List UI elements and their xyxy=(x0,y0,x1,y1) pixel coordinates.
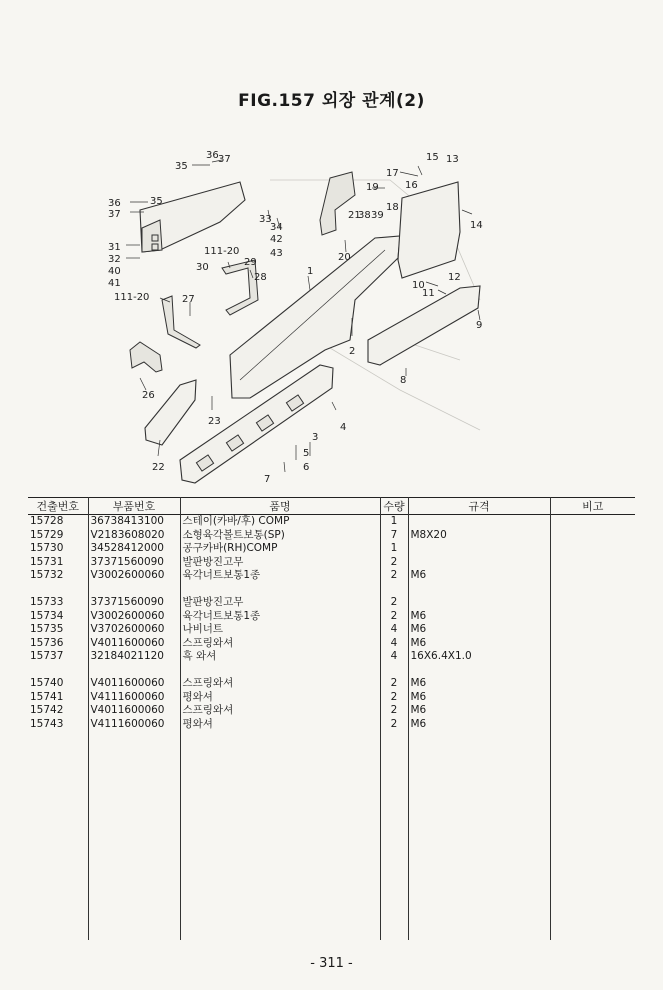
figure-title: FIG.157 외장 관계(2) xyxy=(238,91,425,111)
quantity-cell: 2 xyxy=(380,718,408,732)
exploded-parts-diagram xyxy=(100,140,500,490)
quantity-cell: 2 xyxy=(380,569,408,583)
spacer-row xyxy=(28,583,635,597)
part-no-cell: V4111600060 xyxy=(88,691,180,705)
remarks-cell xyxy=(550,596,635,610)
callout-label: 28 xyxy=(254,272,267,283)
spec-cell xyxy=(408,542,550,556)
item-no-cell: 15740 xyxy=(30,677,64,690)
spec-cell: M6 xyxy=(408,623,550,637)
callout-label: 38 xyxy=(358,210,371,221)
quantity-cell: 2 xyxy=(380,610,408,624)
part-name-cell: 스테이(카바/후) COMP xyxy=(180,515,380,529)
parts-list xyxy=(28,497,635,940)
table-row xyxy=(28,650,635,664)
quantity-cell: 4 xyxy=(380,650,408,664)
quantity-cell: 2 xyxy=(380,704,408,718)
quantity-cell: 2 xyxy=(380,677,408,691)
spacer-row xyxy=(28,664,635,678)
part-name-cell: 발판방진고무 xyxy=(180,596,380,610)
header-quantity: 수량 xyxy=(380,498,408,515)
spec-cell: M6 xyxy=(408,637,550,651)
part-name-cell: 스프링와셔 xyxy=(180,637,380,651)
table-row xyxy=(28,718,635,732)
remarks-cell xyxy=(550,637,635,651)
callout-label: 5 xyxy=(303,448,310,459)
table-row xyxy=(28,569,635,583)
page-number: - 311 - xyxy=(310,956,353,971)
item-no-cell: 15737 xyxy=(30,650,64,663)
quantity-cell: 2 xyxy=(380,596,408,610)
callout-label: 31 xyxy=(108,242,121,253)
callout-label: 26 xyxy=(142,390,155,401)
header-remarks: 비고 xyxy=(550,498,635,515)
callout-label: 9 xyxy=(476,320,483,331)
spec-cell: M6 xyxy=(408,610,550,624)
remarks-cell xyxy=(550,704,635,718)
part-no-cell: V4011600060 xyxy=(88,704,180,718)
part-no-cell: V4111600060 xyxy=(88,718,180,732)
item-no-cell: 15734 xyxy=(30,609,64,622)
item-no-cell: 15736 xyxy=(30,636,64,649)
part-name-cell: 소형육각볼트보통(SP) xyxy=(180,529,380,543)
remarks-cell xyxy=(550,569,635,583)
part-no-cell: 36738413100 xyxy=(88,515,180,529)
remarks-cell xyxy=(550,650,635,664)
quantity-cell: 2 xyxy=(380,556,408,570)
callout-label: 17 xyxy=(386,168,399,179)
remarks-cell xyxy=(550,718,635,732)
callout-label: 18 xyxy=(386,202,399,213)
item-no-cell: 15728 xyxy=(30,515,64,528)
callout-label: 11 xyxy=(422,288,435,299)
item-no-cell: 15730 xyxy=(30,542,64,555)
table-row xyxy=(28,596,635,610)
item-no-cell: 15731 xyxy=(30,555,64,568)
callout-label: 32 xyxy=(108,254,121,265)
spec-cell xyxy=(408,515,550,529)
part-no-cell: 37371560090 xyxy=(88,596,180,610)
callout-label: 27 xyxy=(182,294,195,305)
header-part-name: 품명 xyxy=(180,498,380,515)
quantity-cell: 1 xyxy=(380,515,408,529)
callout-label: 10 xyxy=(412,280,425,291)
part-no-cell: V4011600060 xyxy=(88,677,180,691)
callout-label: 37 xyxy=(108,209,121,220)
callout-label: 12 xyxy=(448,272,461,283)
spec-cell: M6 xyxy=(408,718,550,732)
spec-cell: M6 xyxy=(408,677,550,691)
callout-label: 7 xyxy=(264,474,271,485)
table-row xyxy=(28,637,635,651)
callout-label: 35 xyxy=(150,196,163,207)
table-row xyxy=(28,691,635,705)
quantity-cell: 7 xyxy=(380,529,408,543)
callout-label: 4 xyxy=(340,422,347,433)
item-no-cell: 15742 xyxy=(30,704,64,717)
callout-label: 111-20 xyxy=(114,292,150,303)
callout-label: 33 xyxy=(259,214,272,225)
item-no-cell: 15733 xyxy=(30,596,64,609)
table-row xyxy=(28,704,635,718)
callout-label: 111-20 xyxy=(204,246,240,257)
remarks-cell xyxy=(550,610,635,624)
part-name-cell: 스프링와셔 xyxy=(180,677,380,691)
callout-label: 8 xyxy=(400,375,407,386)
part-name-cell: 육각너트보통1종 xyxy=(180,610,380,624)
table-row xyxy=(28,677,635,691)
item-no-cell: 15743 xyxy=(30,717,64,730)
callout-label: 1 xyxy=(307,266,314,277)
callout-label: 35 xyxy=(175,161,188,172)
quantity-cell: 2 xyxy=(380,691,408,705)
table-row xyxy=(28,529,635,543)
table-header-row xyxy=(28,498,635,515)
callout-label: 29 xyxy=(244,257,257,268)
header-item-no: 건출번호 xyxy=(28,498,88,515)
item-no-cell: 15729 xyxy=(30,528,64,541)
part-no-cell: V2183608020 xyxy=(88,529,180,543)
table-body xyxy=(28,515,635,732)
callout-label: 41 xyxy=(108,278,121,289)
part-name-cell: 평와셔 xyxy=(180,718,380,732)
item-no-cell: 15741 xyxy=(30,690,64,703)
callout-label: 43 xyxy=(270,248,283,259)
part-no-cell: V4011600060 xyxy=(88,637,180,651)
part-no-cell: V3702600060 xyxy=(88,623,180,637)
part-name-cell: 발판방진고무 xyxy=(180,556,380,570)
part-name-cell: 평와셔 xyxy=(180,691,380,705)
header-spec: 규격 xyxy=(408,498,550,515)
part-no-cell: V3002600060 xyxy=(88,569,180,583)
quantity-cell: 1 xyxy=(380,542,408,556)
callout-label: 16 xyxy=(405,180,418,191)
quantity-cell: 4 xyxy=(380,623,408,637)
spec-cell: 16X6.4X1.0 xyxy=(408,650,550,664)
callout-label: 34 xyxy=(270,222,283,233)
spec-cell xyxy=(408,596,550,610)
callout-label: 3 xyxy=(312,432,319,443)
part-no-cell: 32184021120 xyxy=(88,650,180,664)
remarks-cell xyxy=(550,677,635,691)
callout-label: 21 xyxy=(348,210,361,221)
right-door-13 xyxy=(398,182,460,278)
callout-label: 13 xyxy=(446,154,459,165)
spec-cell: M6 xyxy=(408,569,550,583)
callout-label: 15 xyxy=(426,152,439,163)
callout-label: 39 xyxy=(371,210,384,221)
callout-label: 19 xyxy=(366,182,379,193)
callout-label: 40 xyxy=(108,266,121,277)
callout-label: 36 xyxy=(206,150,219,161)
part-no-cell: 37371560090 xyxy=(88,556,180,570)
callout-label: 42 xyxy=(270,234,283,245)
callout-label: 6 xyxy=(303,462,310,473)
header-part-no: 부품번호 xyxy=(88,498,180,515)
remarks-cell xyxy=(550,556,635,570)
callout-label: 14 xyxy=(470,220,483,231)
remarks-cell xyxy=(550,691,635,705)
quantity-cell: 4 xyxy=(380,637,408,651)
part-name-cell: 육각너트보통1종 xyxy=(180,569,380,583)
spec-cell: M6 xyxy=(408,691,550,705)
spec-cell xyxy=(408,556,550,570)
item-no-cell: 15735 xyxy=(30,623,64,636)
callout-label: 37 xyxy=(218,154,231,165)
remarks-cell xyxy=(550,542,635,556)
part-name-cell: 흑 와셔 xyxy=(180,650,380,664)
callout-label: 22 xyxy=(152,462,165,473)
item-no-cell: 15732 xyxy=(30,569,64,582)
part-no-cell: V3002600060 xyxy=(88,610,180,624)
table-row xyxy=(28,556,635,570)
callout-label: 36 xyxy=(108,198,121,209)
spec-cell: M8X20 xyxy=(408,529,550,543)
callout-label: 23 xyxy=(208,416,221,427)
callout-label: 2 xyxy=(349,346,356,357)
callout-label: 30 xyxy=(196,262,209,273)
table-row xyxy=(28,610,635,624)
remarks-cell xyxy=(550,623,635,637)
parts-table xyxy=(28,497,635,731)
callout-label: 20 xyxy=(338,252,351,263)
spec-cell: M6 xyxy=(408,704,550,718)
table-row xyxy=(28,515,635,529)
part-name-cell: 공구카바(RH)COMP xyxy=(180,542,380,556)
part-name-cell: 나비너트 xyxy=(180,623,380,637)
remarks-cell xyxy=(550,515,635,529)
remarks-cell xyxy=(550,529,635,543)
table-row xyxy=(28,623,635,637)
part-name-cell: 스프링와셔 xyxy=(180,704,380,718)
part-no-cell: 34528412000 xyxy=(88,542,180,556)
table-row xyxy=(28,542,635,556)
